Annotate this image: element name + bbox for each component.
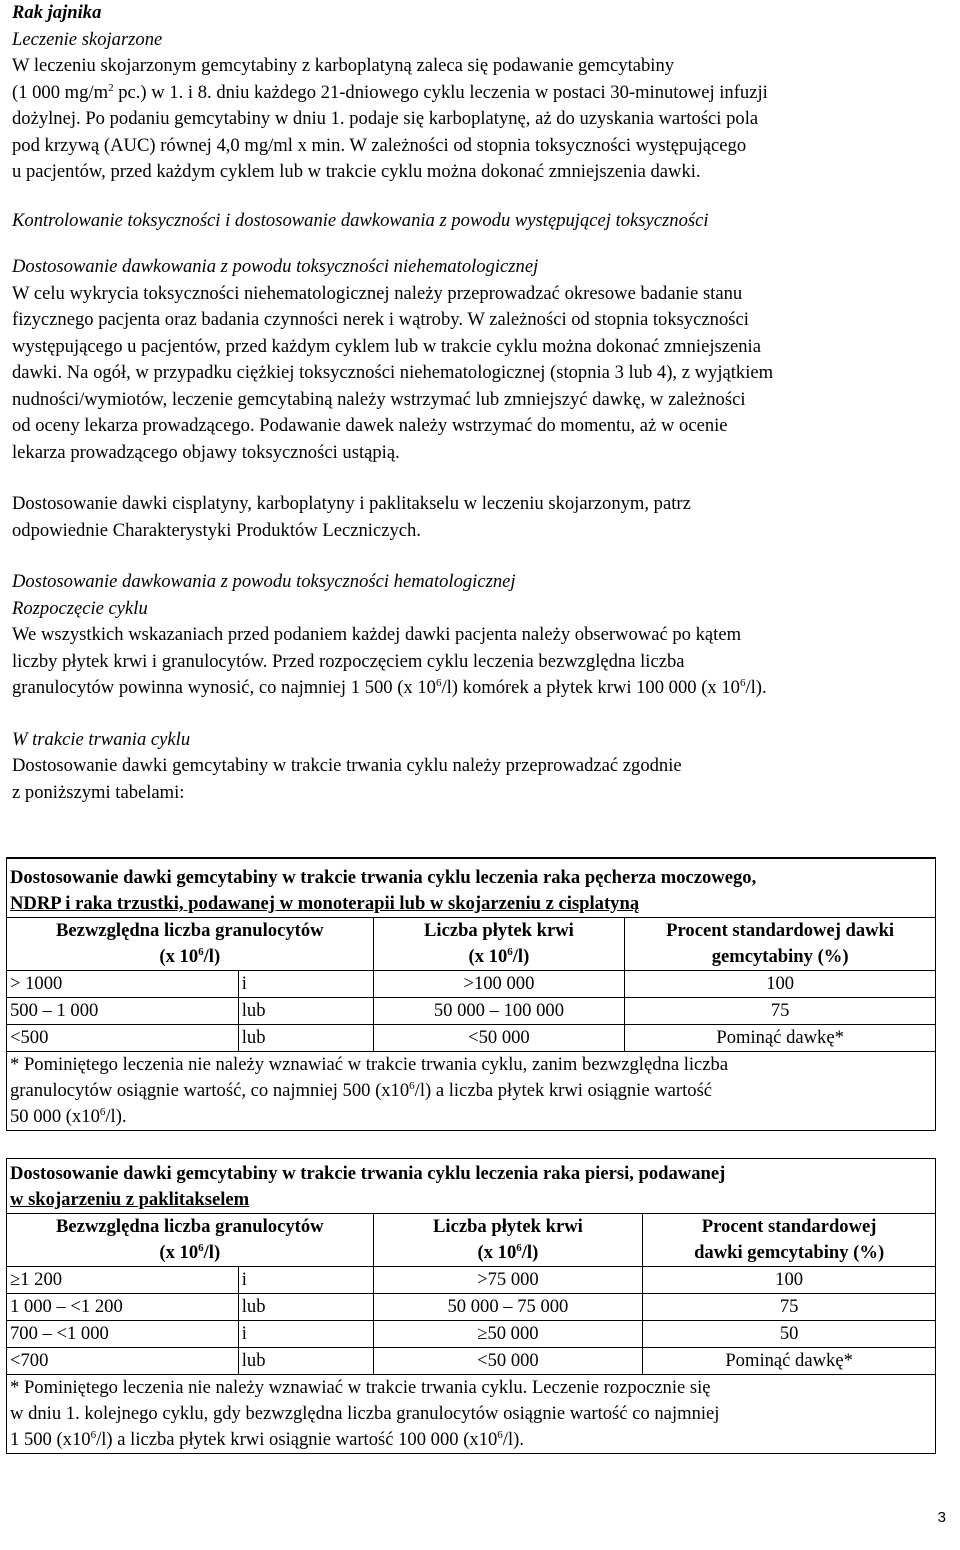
table-row: ≥1 200 i >75 000 100: [7, 1267, 936, 1294]
column-header-granulocytes: Bezwzględna liczba granulocytów (x $10^6/l$): [7, 1214, 374, 1267]
table-title: Dostosowanie dawki gemcytabiny w trakcie trwania cyklu leczenia raka piersi, podawanej w skojarzeniu z paklitakselem: [7, 1159, 936, 1214]
table-footnote: * Pominiętego leczenia nie należy wznawiać w trakcie trwania cyklu, zanim bezwzględna liczba granulocytów osiągnie wartość, co najmniej 500 $(x10^6/l)$ a liczba płytek krwi osiągnie wartość 50 000 $(x10^6/l)$.: [7, 1052, 936, 1131]
subheading-nonhematologic: Dostosowanie dawkowania z powodu toksyczności niehematologicznej: [12, 256, 539, 277]
table-row: <700 lub <50 000 Pominąć dawkę*: [7, 1348, 936, 1375]
table-row: > 1000 i >100 000 100: [7, 971, 936, 998]
column-header-percent-dose: Procent standardowej dawki gemcytabiny (%): [625, 918, 936, 971]
column-header-platelets: Liczba płytek krwi (x $10^6/l$): [373, 918, 625, 971]
table-title: Dostosowanie dawki gemcytabiny w trakcie trwania cyklu leczenia raka pęcherza moczowego, NDRP i raka trzustki, podawanej w monoterapii lub w skojarzeniu z cisplatyną: [7, 858, 936, 918]
paragraph-line: odpowiednie Charakterystyki Produktów Leczniczych.: [12, 519, 421, 541]
paragraph-line: Dostosowanie dawki cisplatyny, karboplatyny i paklitakselu w leczeniu skojarzonym, patrz: [12, 493, 691, 514]
table-row: 500 – 1 000 lub 50 000 – 100 000 75: [7, 998, 936, 1025]
paragraph-line: W celu wykrycia toksyczności niehematologicznej należy przeprowadzać okresowe badanie stanu: [12, 282, 743, 304]
heading-toxicity-control: Kontrolowanie toksyczności i dostosowanie dawkowania z powodu występującej toksyczności: [12, 209, 709, 231]
paragraph-line: liczby płytek krwi i granulocytów. Przed rozpoczęciem cyklu leczenia bezwzględna liczba: [12, 650, 685, 672]
page-number: 3: [937, 1509, 946, 1526]
table-row: 700 – <1 000 i ≥50 000 50: [7, 1321, 936, 1348]
dose-adjustment-table: [6, 857, 936, 1131]
paragraph-line: lekarza prowadzącego objawy toksyczności ustąpią.: [12, 441, 400, 463]
paragraph-line: dożylnej. Po podaniu gemcytabiny w dniu 1. podaje się karboplatynę, aż do uzyskania wartości pola: [12, 108, 759, 129]
table-footnote: * Pominiętego leczenia nie należy wznawiać w trakcie trwania cyklu. Leczenie rozpocznie się w dniu 1. kolejnego cyklu, gdy bezwzględna liczba granulocytów osiągnie wartość co najmniej 1 500 $(x10^6/l)$ a liczba płytek krwi osiągnie wartość 100 000 $(x10^6/l)$.: [7, 1375, 936, 1454]
column-header-platelets: Liczba płytek krwi (x $10^6/l$): [373, 1214, 643, 1267]
subheading-during-cycle: W trakcie trwania cyklu: [12, 728, 191, 750]
subheading-combination-treatment: Leczenie skojarzone: [12, 28, 163, 50]
paragraph-line: W leczeniu skojarzonym gemcytabiny z karboplatyną zaleca się podawanie gemcytabiny: [12, 55, 675, 76]
column-header-percent-dose: Procent standardowej dawki gemcytabiny (%): [643, 1214, 936, 1267]
heading-ovarian-cancer: Rak jajnika: [12, 2, 102, 23]
paragraph-line: nudności/wymiotów, leczenie gemcytabiną należy wstrzymać lub zmniejszyć dawkę, w zależności: [12, 388, 746, 410]
column-header-granulocytes: Bezwzględna liczba granulocytów (x $10^6/l$): [7, 918, 374, 971]
table-bladder-nsclc-pancreas: [0, 857, 960, 1131]
subheading-hematologic: Dostosowanie dawkowania z powodu toksyczności hematologicznej: [12, 571, 516, 592]
table-row: <500 lub <50 000 Pominąć dawkę*: [7, 1025, 936, 1052]
table-breast-cancer: [0, 1158, 960, 1454]
table-row: 1 000 – <1 200 lub 50 000 – 75 000 75: [7, 1294, 936, 1321]
paragraph-line: dawki. Na ogół, w przypadku ciężkiej toksyczności niehematologicznej (stopnia 3 lub 4), z wyjątkiem: [12, 362, 774, 383]
paragraph-line: granulocytów powinna wynosić, co najmniej 1 500 (x $10^6/l$) komórek a płytek krwi 100 000 (x $10^6/l$).: [12, 676, 767, 698]
paragraph-line: (1 000 $mg/m^2$ pc.) w 1. i 8. dniu każdego 21-dniowego cyklu leczenia w postaci 30-minutowej infuzji: [12, 81, 768, 103]
paragraph-line: u pacjentów, przed każdym cyklem lub w trakcie cyklu można dokonać zmniejszenia dawki.: [12, 161, 701, 182]
paragraph-line: od oceny lekarza prowadzącego. Podawanie dawek należy wstrzymać do momentu, aż w ocenie: [12, 415, 728, 436]
document-page: [12, 0, 942, 806]
paragraph-line: występującego u pacjentów, przed każdym cyklem lub w trakcie cyklu można dokonać zmniejszenia: [12, 335, 761, 357]
paragraph-line: We wszystkich wskazaniach przed podaniem każdej dawki pacjenta należy obserwować po kątem: [12, 624, 742, 645]
dose-adjustment-table: [6, 1158, 936, 1454]
subheading-cycle-start: Rozpoczęcie cyklu: [12, 597, 148, 619]
paragraph-line: Dostosowanie dawki gemcytabiny w trakcie trwania cyklu należy przeprowadzać zgodnie: [12, 755, 682, 776]
paragraph-line: pod krzywą (AUC) równej 4,0 mg/ml x min. W zależności od stopnia toksyczności występującego: [12, 134, 747, 156]
paragraph-line: z poniższymi tabelami:: [12, 781, 185, 803]
paragraph-line: fizycznego pacjenta oraz badania czynności nerek i wątroby. W zależności od stopnia toksyczności: [12, 309, 749, 330]
